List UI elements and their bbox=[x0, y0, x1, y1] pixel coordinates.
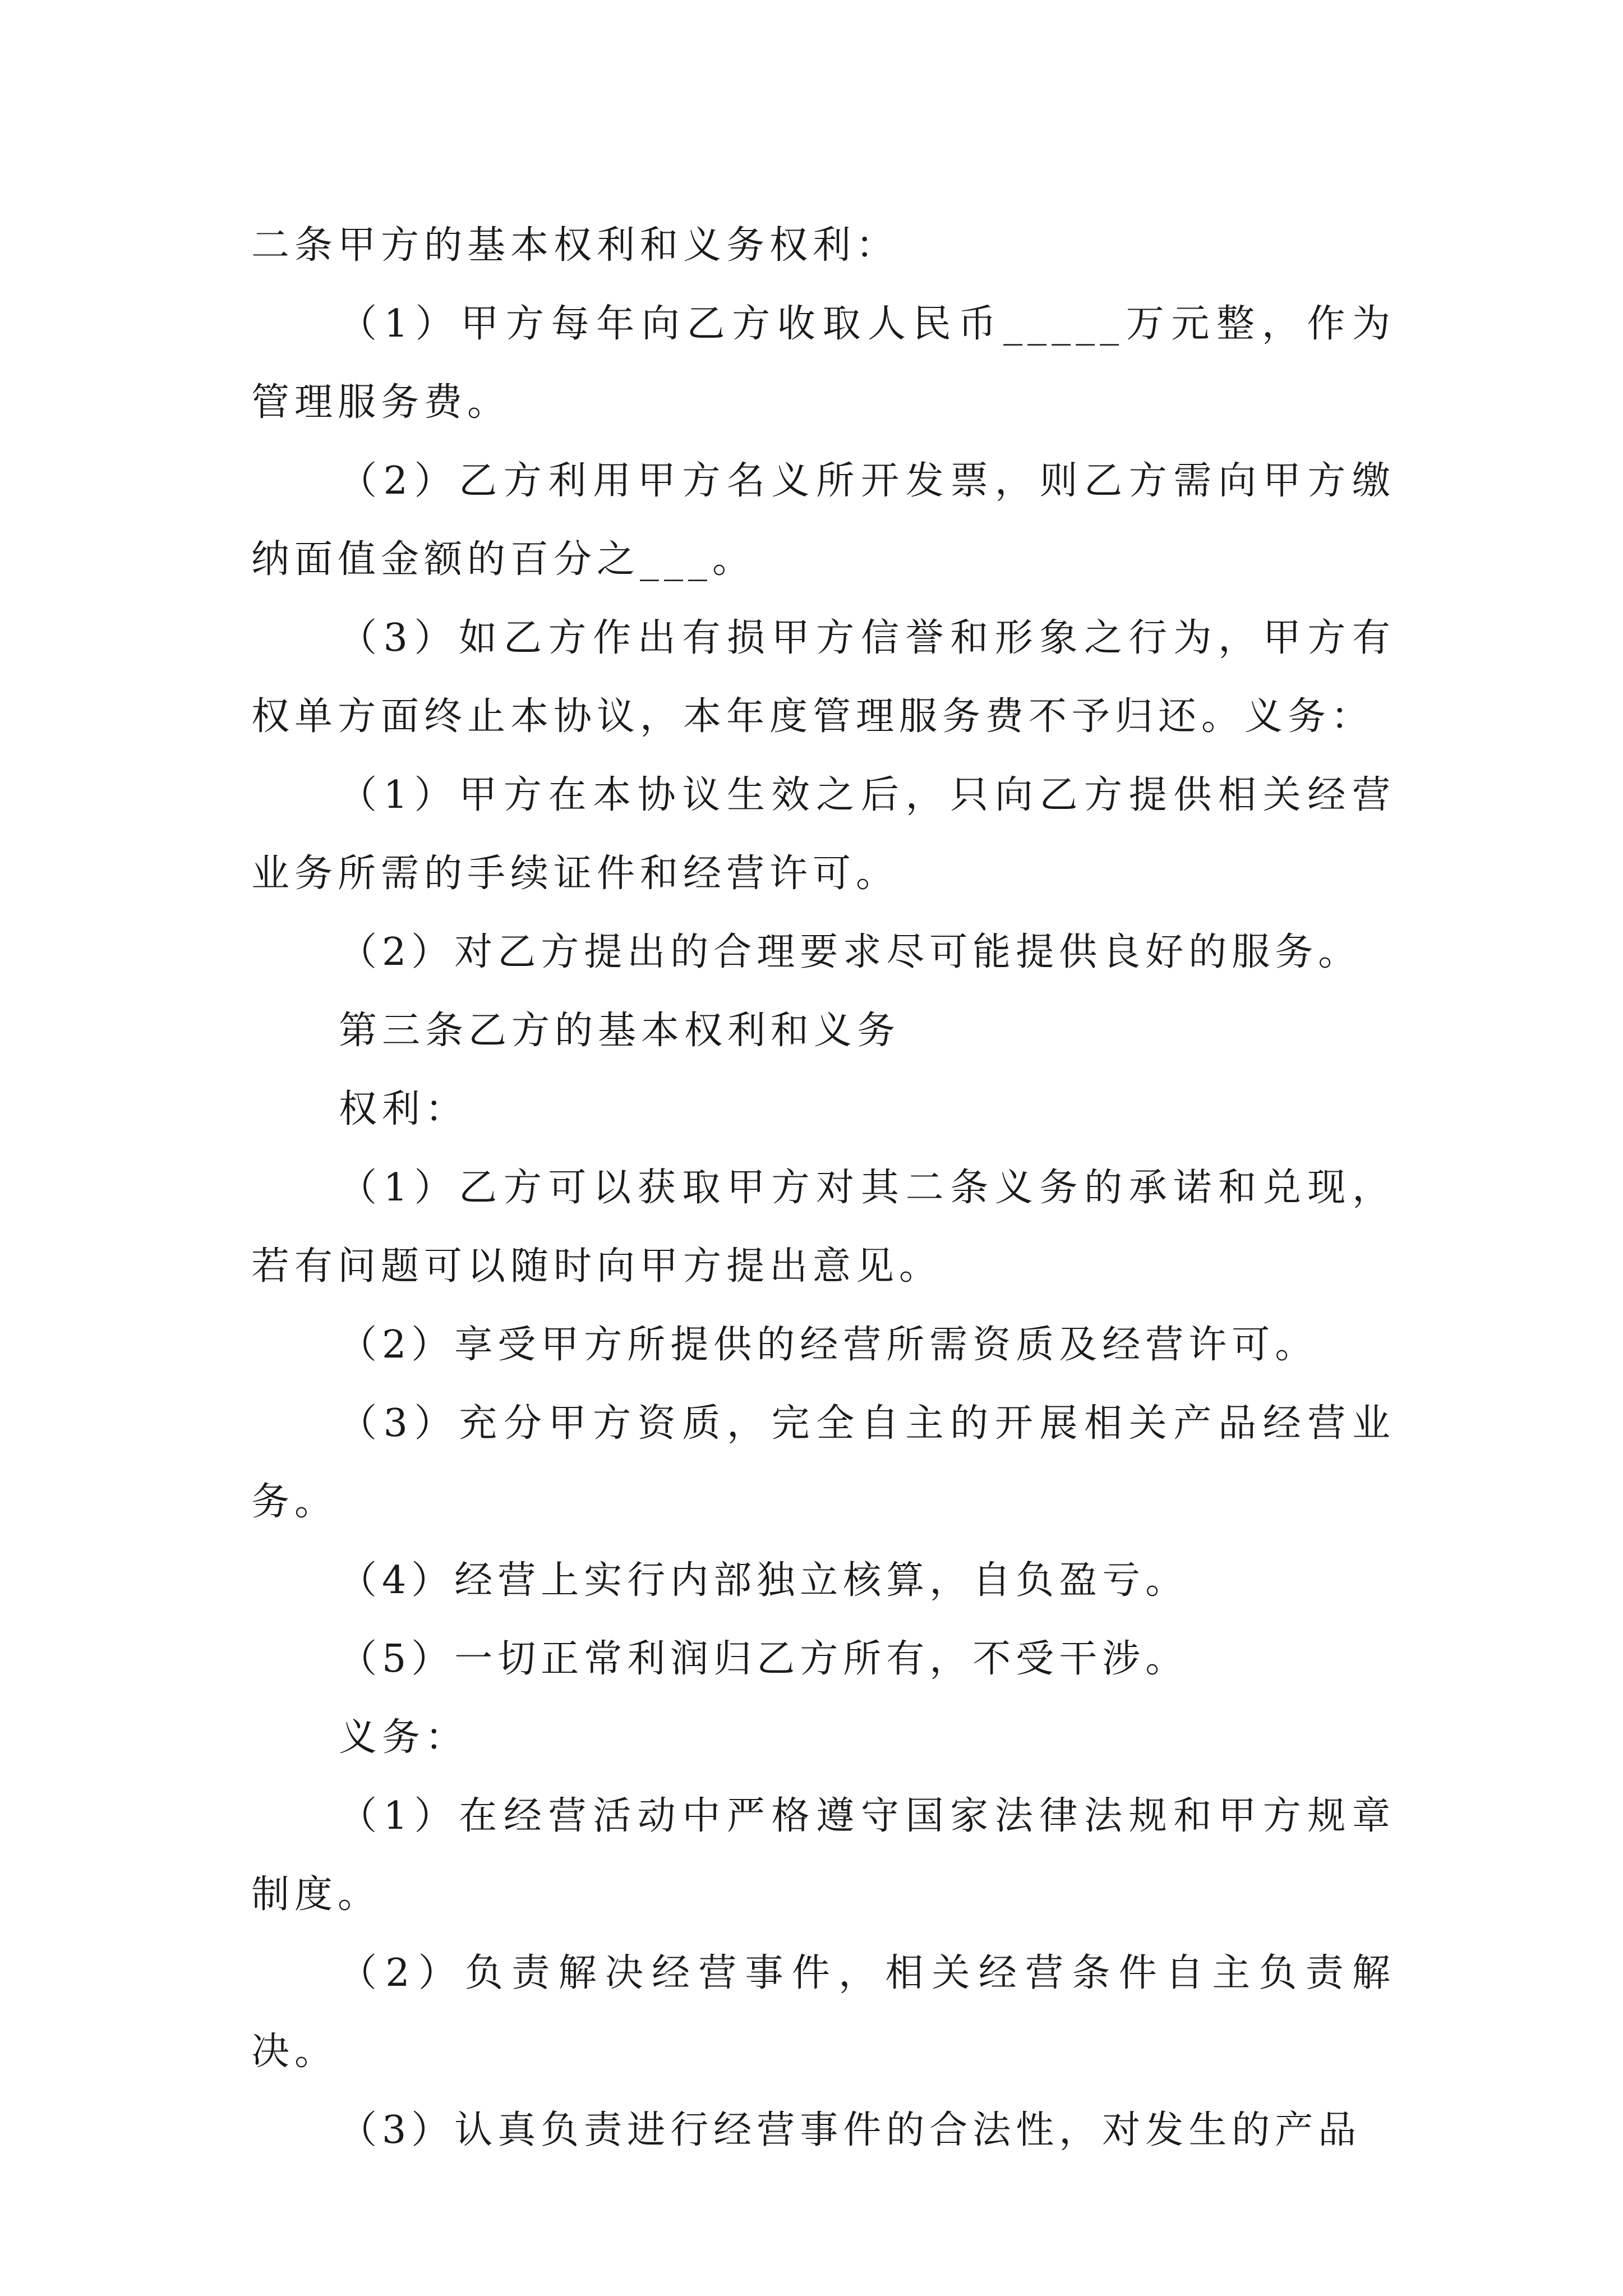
paragraph-party-b-right-1: （1）乙方可以获取甲方对其二条义务的承诺和兑现，若有问题可以随时向甲方提出意见。 bbox=[251, 1166, 1395, 1289]
party-b-rights-label: 权利： bbox=[339, 1087, 469, 1131]
paragraph-party-a-rights-heading: 二条甲方的基本权利和义务权利： bbox=[251, 223, 900, 268]
paragraph-party-a-right-2: （2）乙方利用甲方名义所开发票，则乙方需向甲方缴纳面值金额的百分之___。 bbox=[251, 459, 1395, 582]
document-body bbox=[251, 206, 1395, 2170]
party-b-duties-label: 义务： bbox=[339, 1715, 469, 1760]
paragraph-party-a-duty-2: （2）对乙方提出的合理要求尽可能提供良好的服务。 bbox=[339, 930, 1362, 974]
paragraph-party-b-right-5: （5）一切正常利润归乙方所有，不受干涉。 bbox=[339, 1637, 1189, 1681]
paragraph-party-a-duty-1: （1）甲方在本协议生效之后，只向乙方提供相关经营业务所需的手续证件和经营许可。 bbox=[251, 773, 1395, 896]
paragraph-party-a-right-3: （3）如乙方作出有损甲方信誉和形象之行为，甲方有权单方面终止本协议，本年度管理服务费不予归还。义务： bbox=[251, 616, 1395, 739]
paragraph-party-b-duty-3: （3）认真负责进行经营事件的合法性，对发生的产品 bbox=[339, 2108, 1362, 2152]
paragraph-party-a-right-1: （1）甲方每年向乙方收取人民币_____万元整，作为管理服务费。 bbox=[251, 302, 1395, 425]
paragraph-party-b-right-4: （4）经营上实行内部独立核算，自负盈亏。 bbox=[339, 1558, 1189, 1603]
paragraph-party-b-duty-2: （2）负责解决经营事件，相关经营条件自主负责解决。 bbox=[251, 1951, 1395, 2074]
paragraph-party-b-duty-1: （1）在经营活动中严格遵守国家法律法规和甲方规章制度。 bbox=[251, 1794, 1395, 1917]
article-3-heading: 第三条乙方的基本权利和义务 bbox=[339, 1009, 901, 1053]
paragraph-party-b-right-2: （2）享受甲方所提供的经营所需资质及经营许可。 bbox=[339, 1323, 1318, 1367]
paragraph-party-b-right-3: （3）充分甲方资质，完全自主的开展相关产品经营业务。 bbox=[251, 1401, 1395, 1524]
